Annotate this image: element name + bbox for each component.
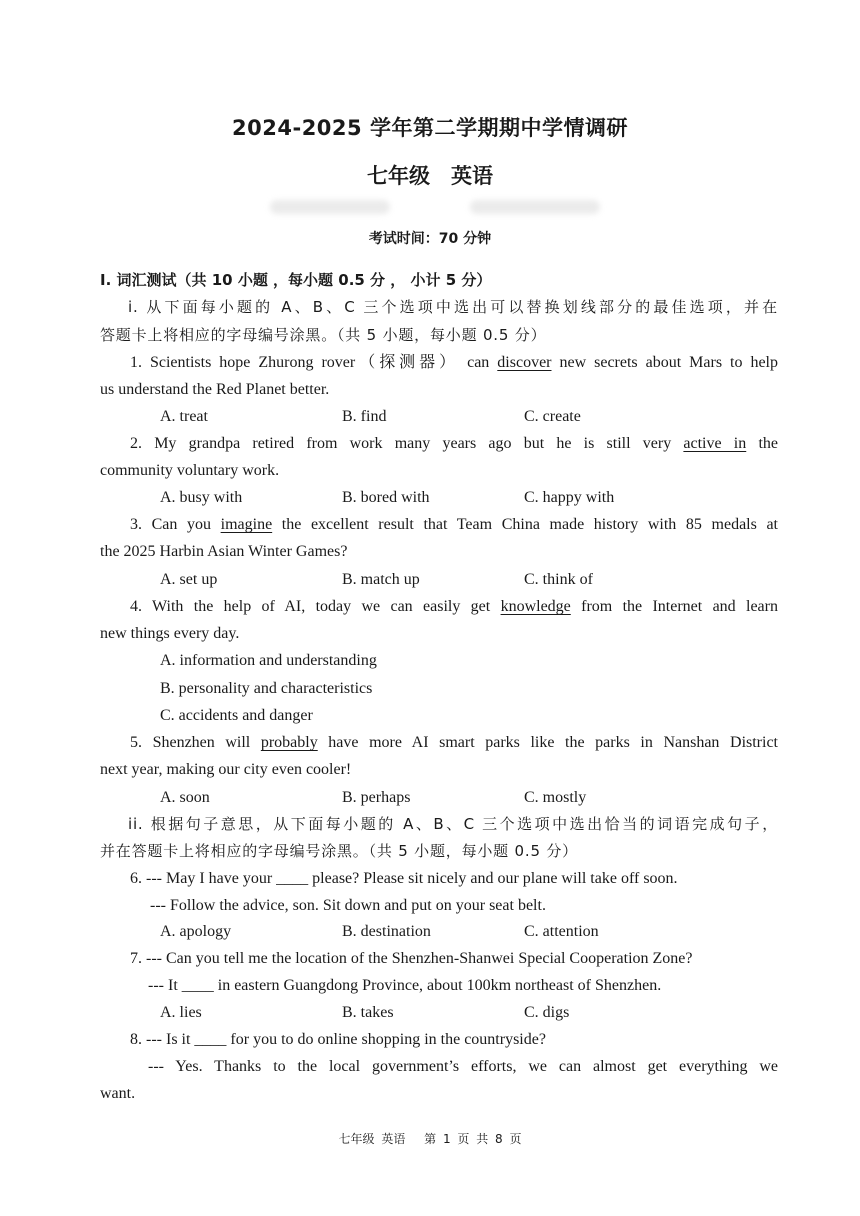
underlined-word: probably [260,734,318,751]
question-8: 8. --- Is it ____ for you to do online shopping in the countryside? [130,1031,546,1048]
option-b[interactable]: B. perhaps [342,789,411,806]
option-c[interactable]: C. create [524,408,581,425]
option-b[interactable]: B. destination [342,923,431,940]
option-c[interactable]: C. happy with [524,489,615,506]
option-c[interactable]: C. attention [524,923,599,940]
part-ii-instruction-2: 并在答题卡上将相应的字母编号涂黑。（共 5 小题，每小题 0.5 分） [100,842,578,860]
exam-title: 2024-2025 学年第二学期期中学情调研 [232,116,628,140]
question-4-line-2: new things every day. [100,625,240,642]
question-8-line-2: --- Yes. Thanks to the local government’s efforts, we can almost get everything we [148,1058,778,1075]
question-2: 2. My grandpa retired from work many years ago but he is still very active in the [130,435,778,452]
question-6: 6. --- May I have your ____ please? Please sit nicely and our plane will take off soon. [130,870,678,887]
question-2-line-2: community voluntary work. [100,462,280,479]
question-7: 7. --- Can you tell me the location of the Shenzhen-Shanwei Special Cooperation Zone? [130,950,693,967]
option-c[interactable]: C. mostly [524,789,587,806]
underlined-word: active in [683,435,747,452]
question-3-line-2: the 2025 Harbin Asian Winter Games? [100,543,348,560]
question-5-line-2: next year, making our city even cooler! [100,761,352,778]
underlined-word: imagine [220,516,273,533]
question-1: 1. Scientists hope Zhurong rover（探测器） can discover new secrets about Mars to help [130,354,779,371]
option-b[interactable]: B. bored with [342,489,430,506]
part-i-instruction-2: 答题卡上将相应的字母编号涂黑。（共 5 小题，每小题 0.5 分） [100,326,547,344]
option-a[interactable]: A. information and understanding [160,652,377,669]
scan-smudge [470,200,600,214]
section-heading: I. 词汇测试（共 10 小题 ，每小题 0.5 分 ， 小计 5 分） [100,271,492,289]
question-7-line-2: --- It ____ in eastern Guangdong Province, about 100km northeast of Shenzhen. [148,977,662,994]
scan-smudge [270,200,390,214]
question-1-line-2: us understand the Red Planet better. [100,381,330,398]
option-a[interactable]: A. apology [160,923,232,940]
option-b[interactable]: B. find [342,408,387,425]
option-a[interactable]: A. lies [160,1004,202,1021]
underlined-word: knowledge [500,598,571,615]
part-i-instruction-1: i. 从下面每小题的 A、B、C 三个选项中选出可以替换划线部分的最佳选项，并在 [128,298,778,316]
option-c[interactable]: C. digs [524,1004,570,1021]
underlined-word: discover [497,354,552,371]
option-b[interactable]: B. takes [342,1004,394,1021]
question-8-line-3: want. [100,1085,136,1102]
exam-subtitle: 七年级 英语 [367,164,493,188]
question-4: 4. With the help of AI, today we can easily get knowledge from the Internet and learn [130,598,778,615]
option-c[interactable]: C. accidents and danger [160,707,313,724]
question-3: 3. Can you imagine the excellent result that Team China made history with 85 medals at [130,516,779,533]
option-a[interactable]: A. treat [160,408,208,425]
exam-time: 考试时间：70 分钟 [368,231,492,247]
option-a[interactable]: A. set up [160,571,218,588]
option-a[interactable]: A. soon [160,789,210,806]
question-6-line-2: --- Follow the advice, son. Sit down and put on your seat belt. [150,897,546,914]
option-a[interactable]: A. busy with [160,489,243,506]
option-b[interactable]: B. personality and characteristics [160,680,373,697]
question-5: 5. Shenzhen will probably have more AI smart parks like the parks in Nanshan District [130,734,779,751]
option-b[interactable]: B. match up [342,571,420,588]
part-ii-instruction-1: ii. 根据句子意思，从下面每小题的 A、B、C 三个选项中选出恰当的词语完成句子， [128,815,778,833]
option-c[interactable]: C. think of [524,571,593,588]
page-footer: 七年级 英语 第 1 页 共 8 页 [338,1132,522,1146]
